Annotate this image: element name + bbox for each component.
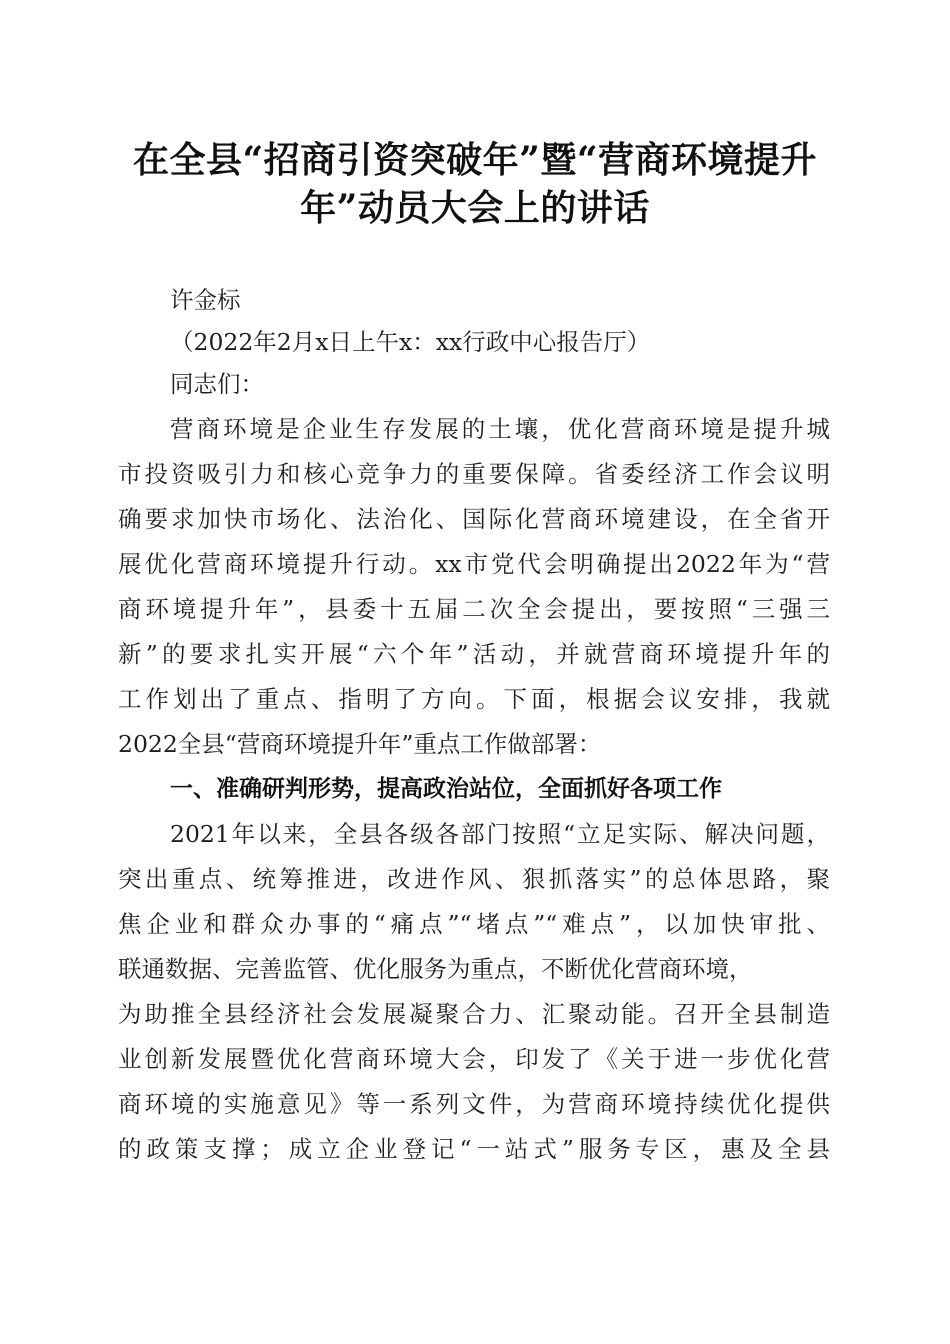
document-title-line-2: 年”动员大会上的讲话 — [300, 187, 650, 229]
paragraph-2-line: 2021年以来，全县各级各部门按照“立足实际、解决问题， — [170, 820, 830, 848]
paragraph-1-line: 工作划出了重点、指明了方向。下面，根据会议安排，我就 — [118, 685, 830, 713]
paragraph-2-line: 为助推全县经济社会发展凝聚合力、汇聚动能。召开全县制造 — [118, 1000, 830, 1028]
meeting-info: （2022年2月x日上午x：xx行政中心报告厅） — [170, 328, 651, 356]
paragraph-2-line: 突出重点、统筹推进，改进作风、狠抓落实”的总体思路，聚 — [118, 865, 830, 893]
paragraph-1-line: 商环境提升年”，县委十五届二次全会提出，要按照“三强三 — [118, 595, 830, 623]
salutation: 同志们： — [170, 370, 264, 398]
paragraph-1-line: 展优化营商环境提升行动。xx市党代会明确提出2022年为“营 — [118, 550, 830, 578]
paragraph-1-line: 市投资吸引力和核心竞争力的重要保障。省委经济工作会议明 — [118, 460, 830, 488]
paragraph-2-line: 联通数据、完善监管、优化服务为重点，不断优化营商环境， — [118, 955, 753, 983]
paragraph-1-line: 营商环境是企业生存发展的土壤，优化营商环境是提升城 — [170, 415, 830, 443]
paragraph-2-line: 焦企业和群众办事的“痛点”“堵点”“难点”，以加快审批、 — [118, 910, 830, 938]
section-1-heading: 一、准确研判形势，提高政治站位，全面抓好各项工作 — [170, 776, 722, 802]
paragraph-1-line: 2022全县“营商环境提升年”重点工作做部署： — [118, 730, 602, 758]
paragraph-2-line: 业创新发展暨优化营商环境大会，印发了《关于进一步优化营 — [118, 1045, 830, 1073]
paragraph-1-line: 新”的要求扎实开展“六个年”活动，并就营商环境提升年的 — [118, 640, 830, 668]
paragraph-2-line: 商环境的实施意见》等一系列文件，为营商环境持续优化提供 — [118, 1090, 830, 1118]
author-name: 许金标 — [170, 286, 241, 314]
paragraph-1-line: 确要求加快市场化、法治化、国际化营商环境建设，在全省开 — [118, 505, 830, 533]
paragraph-2-line: 的政策支撑；成立企业登记“一站式”服务专区，惠及全县 — [118, 1135, 830, 1163]
document-title-line-1: 在全县“招商引资突破年”暨“营商环境提升 — [132, 139, 818, 181]
